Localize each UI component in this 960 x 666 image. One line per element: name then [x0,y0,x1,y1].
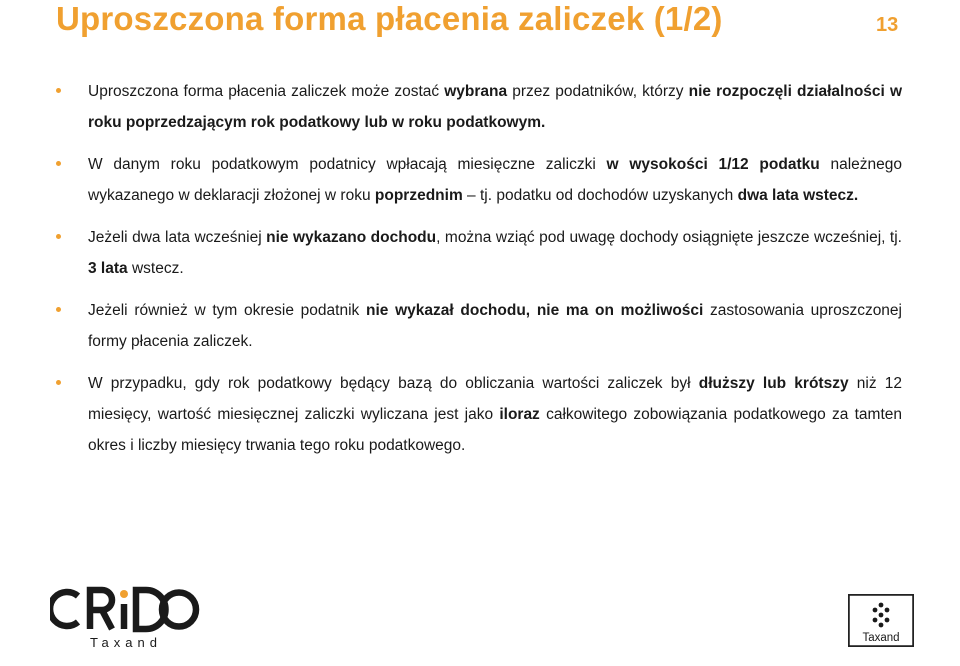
text-run: W przypadku, gdy rok podatkowy będący bazą do obliczania wartości zaliczek był [88,375,699,392]
text-run: Uproszczona forma płacenia zaliczek może zostać [88,83,445,100]
text-run: przez podatników, którzy [507,83,689,100]
text-run: Jeżeli również w tym okresie podatnik [88,302,366,319]
text-run-bold: nie wykazano dochodu [266,229,437,246]
bullet-list [56,76,902,472]
slide-title: Uproszczona forma płacenia zaliczek (1/2) [56,0,723,37]
crido-logo-icon [50,584,200,654]
svg-text:Taxand: Taxand [862,632,900,644]
bullet-item [56,368,902,461]
text-run-bold: iloraz [499,406,540,423]
bullet-dot-icon [56,307,61,312]
bullet-item [56,222,902,284]
bullet-item [56,149,902,211]
text-run: Jeżeli dwa lata wcześniej [88,229,267,246]
bullet-text [88,229,902,277]
text-run: W danym roku podatkowym podatnicy wpłacają miesięczne zaliczki [88,156,607,173]
bullet-text [88,83,902,131]
text-run: zastosowania uproszczonej formy płacenia zaliczek. [88,302,902,350]
text-run-bold: dwa lata wstecz. [737,187,859,204]
bullet-dot-icon [56,88,61,93]
page-number: 13 [876,14,899,36]
bullet-dot-icon [56,234,61,239]
text-run-bold: dłuższy lub krótszy [698,375,849,392]
taxand-logo-icon [848,594,914,647]
text-run: – tj. podatku od dochodów uzyskanych [462,187,738,204]
bullet-dot-icon [56,380,61,385]
text-run: niż 12 miesięcy, wartość miesięcznej zaliczki wyliczana jest jako [88,375,902,423]
bullet-item [56,76,902,138]
text-run-bold: w wysokości 1/12 podatku [606,156,820,173]
bullet-text [88,156,902,204]
bullet-text [88,302,902,350]
text-run-bold: 3 lata [88,260,128,277]
svg-text:Taxand: Taxand [90,635,162,650]
text-run-bold: nie wykazał dochodu, nie ma on możliwości [365,302,704,319]
text-run: , można wziąć pod uwagę dochody osiągnięte jeszcze wcześniej, tj. [436,229,902,246]
bullet-item [56,295,902,357]
text-run-bold: wybrana [444,83,508,100]
text-run: całkowitego zobowiązania podatkowego za tamten okres i liczby miesięcy trwania tego roku podatkowego. [88,406,902,454]
text-run: należnego wykazanego w deklaracji złożonej w roku [88,156,902,204]
bullet-text [88,375,902,454]
text-run-bold: poprzednim [374,187,463,204]
text-run: wstecz. [127,260,184,277]
bullet-dot-icon [56,161,61,166]
text-run-bold: nie rozpoczęli działalności w roku poprzedzającym rok podatkowy lub w roku podatkowym. [88,83,902,131]
